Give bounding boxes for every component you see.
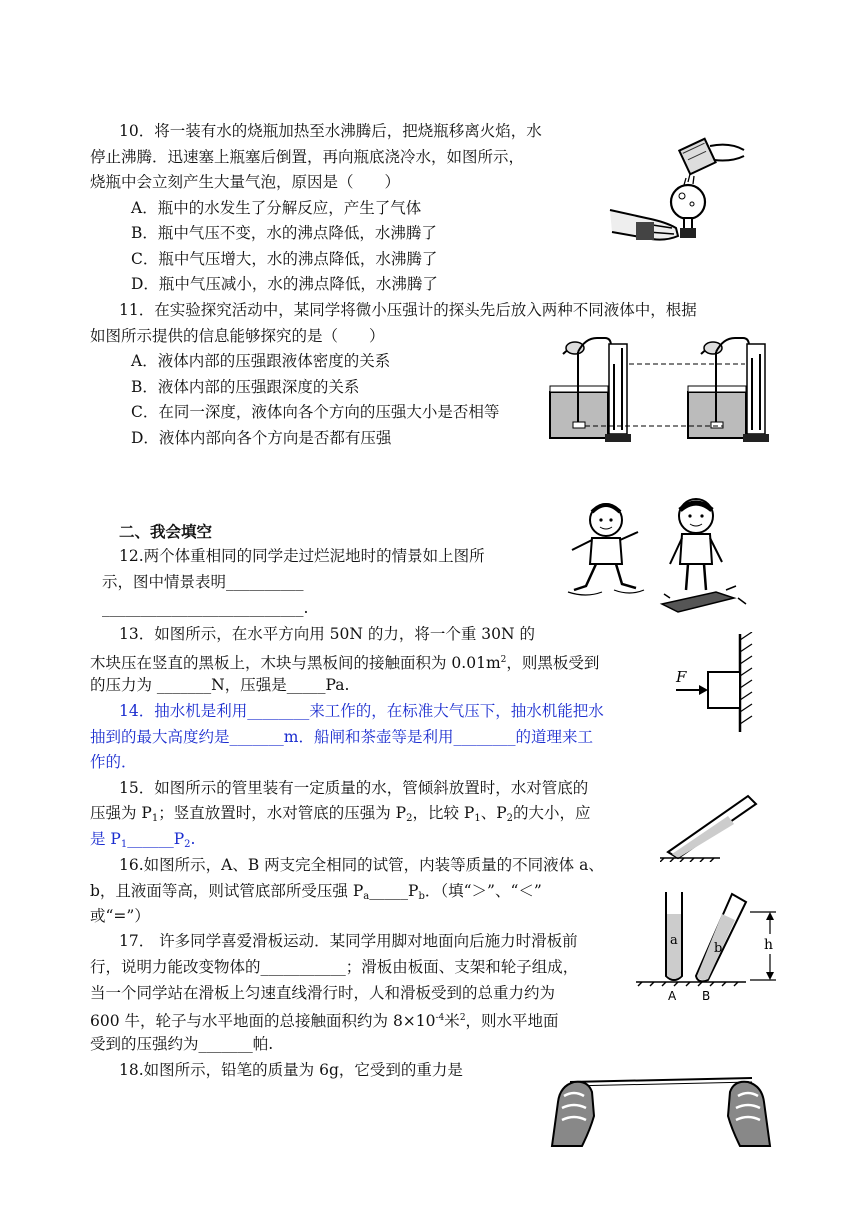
tube-b-label: B [702, 989, 711, 1002]
q11-option-b: B．液体内部的压强跟深度的关系 [131, 378, 360, 396]
block-wall-figure [666, 632, 760, 734]
q12-line3: __________________________. [102, 599, 309, 617]
q13-line1: 13．如图所示，在水平方向用 50N 的力，将一个重 30N 的 [119, 625, 536, 643]
mud-walk-figure [566, 494, 756, 616]
q15-line2: 压强为 $P_1$；竖直放置时，水对管底的压强为 $P_2$，比较 $P_1$、$P_2$的大小，应 [90, 804, 591, 824]
q17-line4: 600 牛，轮子与水平地面的总接触面积约为 $8\times 10^{-4}$米$^2$，则水平地面 [90, 1012, 559, 1030]
q17-line2: 行，说明力能改变物体的___________；滑板由板面、支架和轮子组成， [90, 958, 579, 976]
tube-a-liquid-label: a [670, 933, 678, 948]
q18-line1: 18.如图所示，铅笔的质量为 6g，它受到的重力是 [119, 1061, 463, 1079]
kid-right [662, 499, 746, 612]
q14-line2: 抽到的最大高度约是_______m．船闸和茶壶等是利用________的道理来工 [90, 728, 593, 746]
q10-option-b: B．瓶中气压不变，水的沸点降低，水沸腾了 [131, 224, 437, 242]
q14-line1: 14．抽水机是利用________来工作的，在标准大气压下，抽水机能把水 [119, 702, 604, 720]
q16-line2: b，且液面等高，则试管底部所受压强 $P_a\_\_\_\_\_P_b$．（填“＞”、“＜” [90, 882, 542, 902]
tube-b-liquid-label: b [714, 941, 723, 956]
kid-left [568, 504, 644, 595]
q11-option-d: D．液体内部向各个方向是否都有压强 [131, 429, 392, 447]
q10-line3: 烧瓶中会立刻产生大量气泡，原因是（ ） [90, 173, 401, 191]
q10-option-a: A．瓶中的水发生了分解反应，产生了气体 [131, 199, 422, 217]
q15-line1: 15．如图所示的管里装有一定质量的水，管倾斜放置时，水对管底的 [119, 779, 589, 797]
q15-line3: 是 $P_1\_\_\_\_\_\_P_2$. [90, 830, 196, 850]
inclined-tube-figure [660, 790, 760, 862]
hand-left [552, 1082, 594, 1146]
q17-line3: 当一个同学站在滑板上匀速直线滑行时，人和滑板受到的总重力约为 [90, 984, 556, 1002]
q12-line1: 12.两个体重相同的同学走过烂泥地时的情景如上图所 [119, 547, 485, 565]
q10-line2: 停止沸腾．迅速塞上瓶塞后倒置，再向瓶底浇冷水，如图所示， [90, 148, 525, 166]
q16-line1: 16.如图所示，A、B 两支完全相同的试管，内装等质量的不同液体 a、 [119, 856, 604, 874]
force-label: F [676, 668, 687, 686]
pencil-hands-figure [548, 1066, 774, 1148]
section-title: 二、我会填空 [119, 523, 213, 541]
flask-figure [606, 132, 746, 244]
q11-line1: 11．在实验探究活动中，某同学将微小压强计的探头先后放入两种不同液体中，根据 [119, 301, 697, 319]
q10-line1: 10．将一装有水的烧瓶加热至水沸腾后，把烧瓶移离火焰，水 [119, 122, 542, 140]
test-tubes-figure [634, 890, 784, 1002]
q14-line3: 作的． [90, 753, 137, 771]
q11-option-c: C．在同一深度，液体向各个方向的压强大小是否相等 [131, 403, 500, 421]
q17-line1: 17． 许多同学喜爱滑板运动．某同学用脚对地面向后施力时滑板前 [119, 932, 578, 950]
height-label: h [764, 937, 774, 953]
pressure-gauge-figure [545, 334, 775, 446]
q10-option-d: D．瓶中气压减小，水的沸点降低，水沸腾了 [131, 275, 438, 293]
tube-a-label: A [668, 989, 677, 1002]
q12-line2: 示，图中情景表明__________ [102, 573, 304, 591]
q17-line5: 受到的压强约为_______帕. [90, 1035, 274, 1053]
q11-option-a: A．液体内部的压强跟液体密度的关系 [131, 352, 391, 370]
q10-option-c: C．瓶中气压增大，水的沸点降低，水沸腾了 [131, 250, 438, 268]
q13-line3: 的压力为 _______N，压强是_____Pa. [90, 676, 350, 694]
q11-line2: 如图所示提供的信息能够探究的是（ ） [90, 327, 385, 345]
hand-right [728, 1082, 770, 1146]
q16-line3: 或“=”） [90, 907, 150, 925]
q13-line2: 木块压在竖直的黑板上，木块与黑板间的接触面积为 $0.01m^2$，则黑板受到 [90, 654, 600, 672]
